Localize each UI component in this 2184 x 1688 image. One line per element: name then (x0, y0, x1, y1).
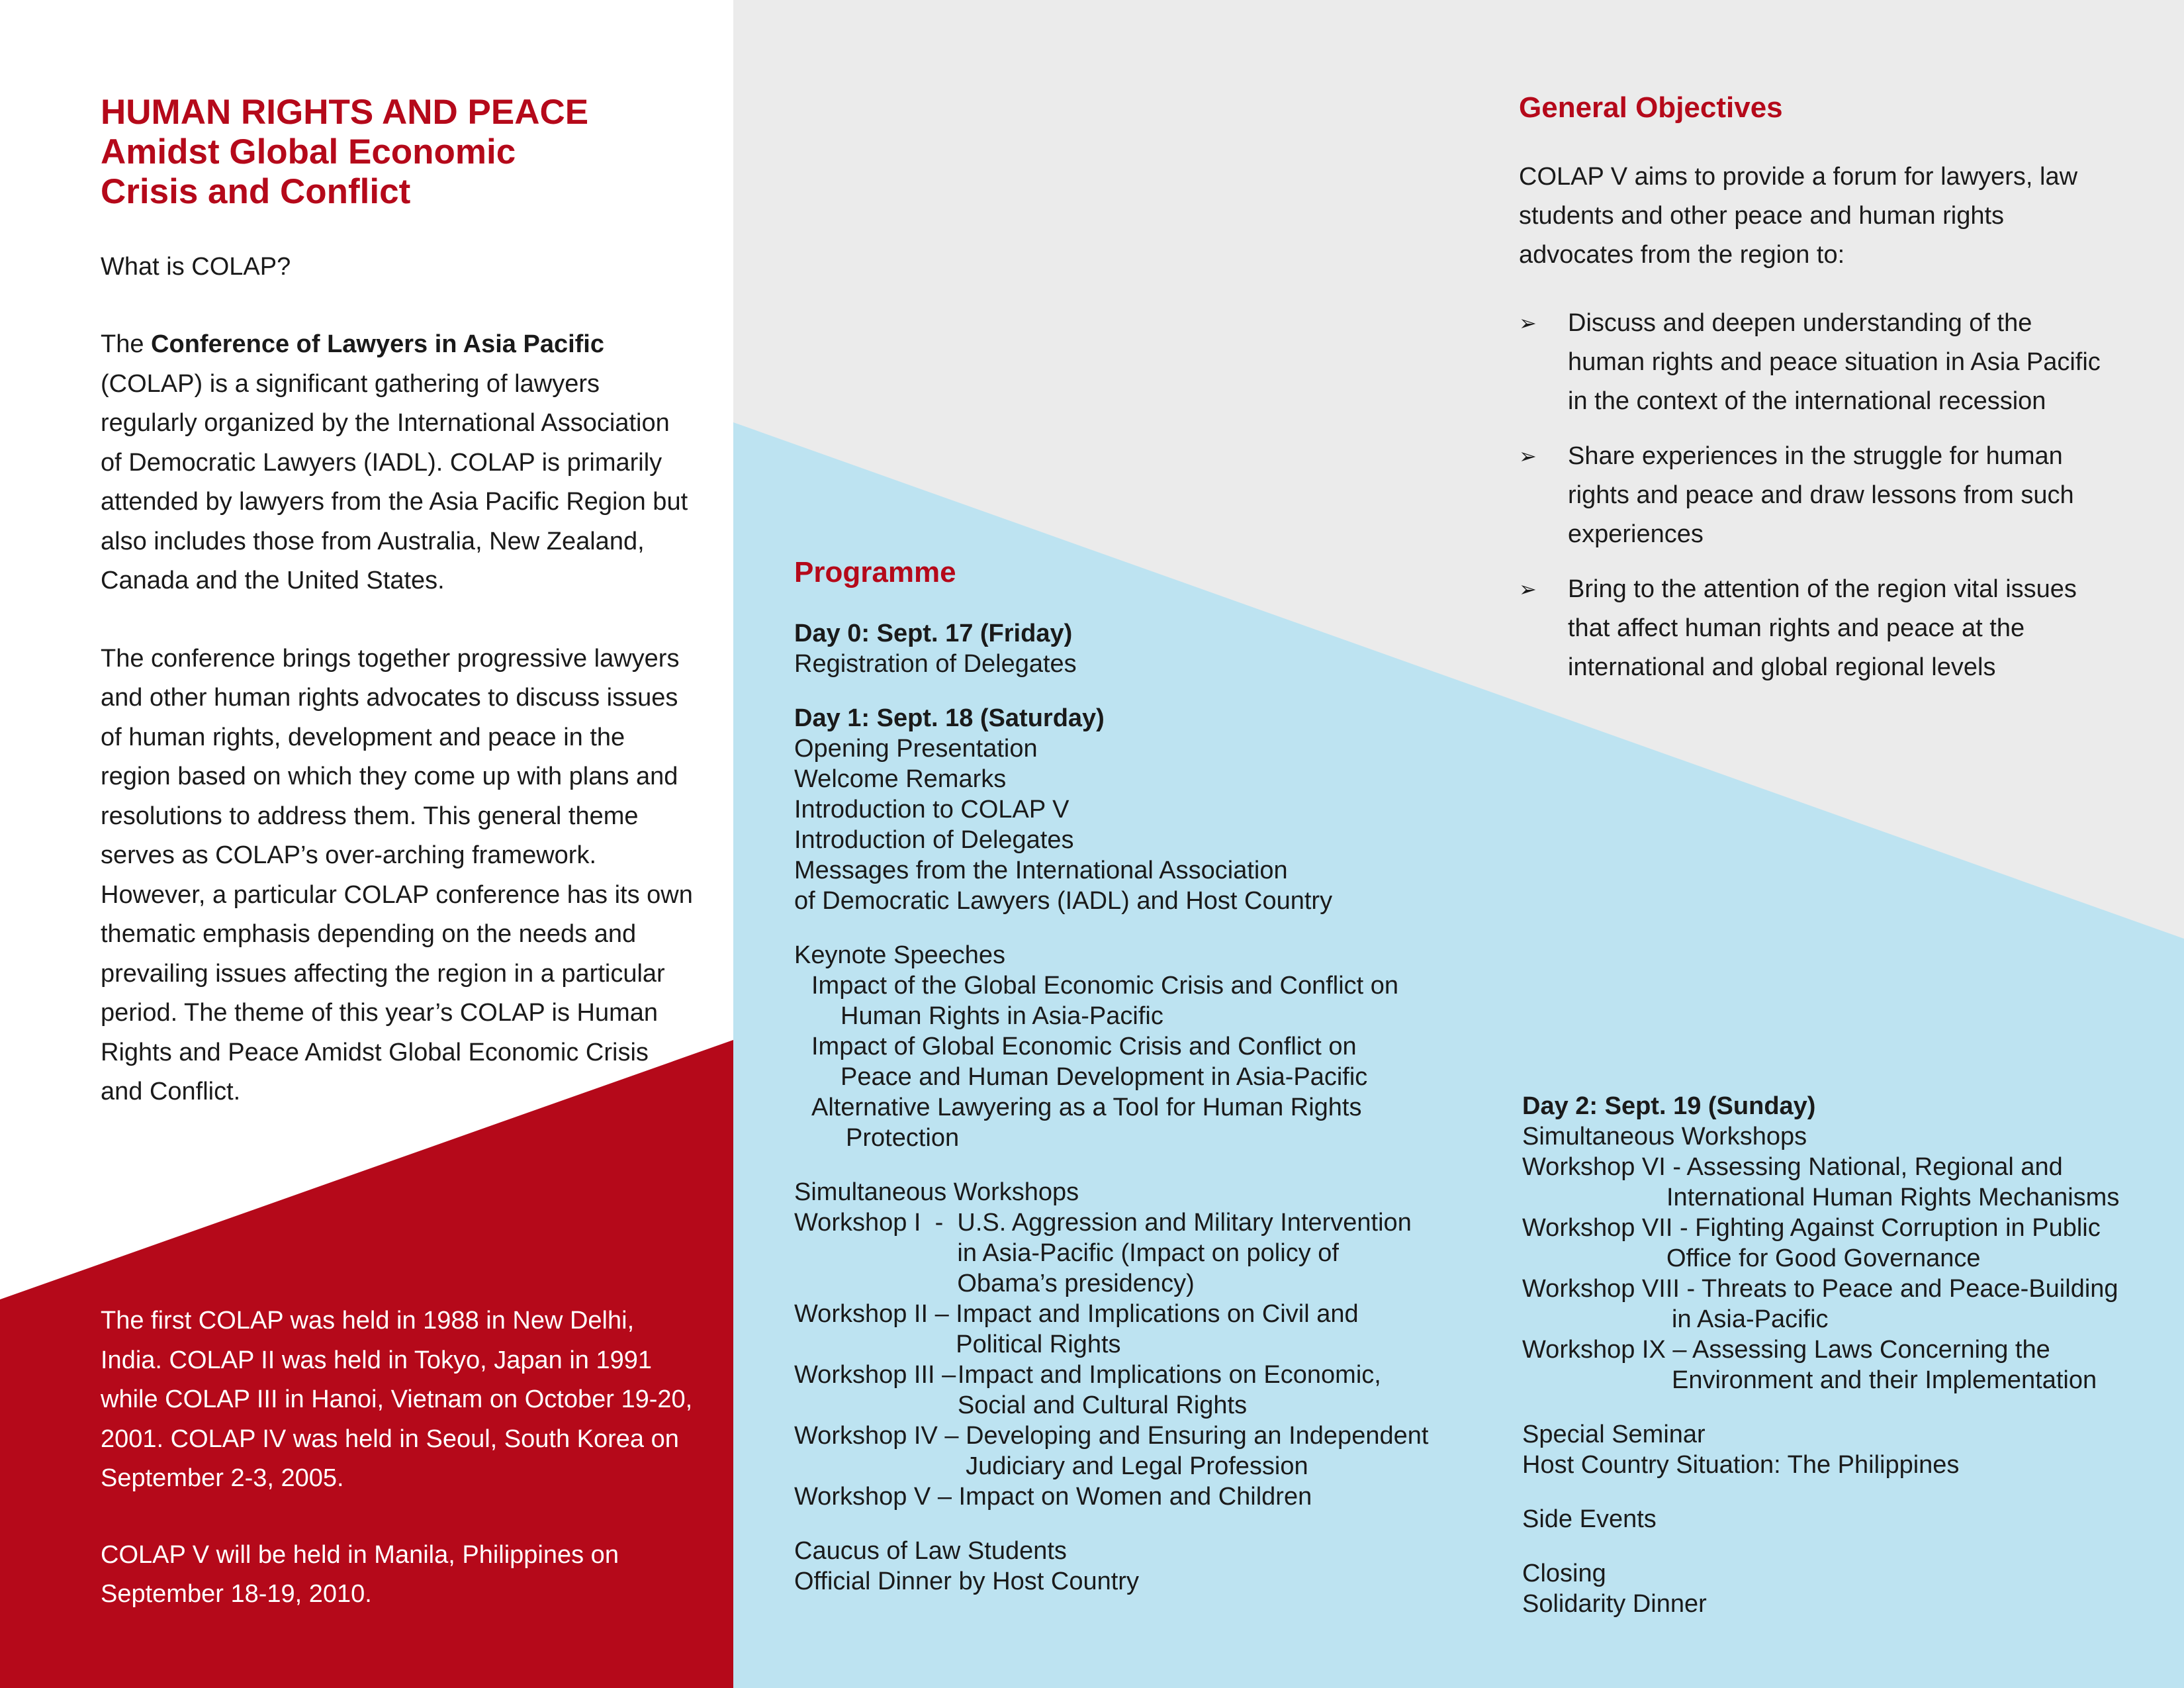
arrow-bullet-icon: ➢ (1519, 444, 1537, 468)
workshop-text-cont: Office for Good Governance (1666, 1244, 1981, 1272)
objectives-section (1519, 91, 2115, 703)
workshops-title: Simultaneous Workshops (794, 1178, 1079, 1206)
keynote-speech: Alternative Lawyering as a Tool for Human Rights (811, 1094, 1362, 1121)
seminar-text: Host Country Situation: The Philippines (1522, 1451, 1960, 1479)
workshop-item (1522, 1152, 2171, 1213)
evening-item: Official Dinner by Host Country (794, 1568, 1139, 1595)
workshop-label: Workshop IV – (794, 1422, 966, 1450)
arrow-bullet-icon: ➢ (1519, 311, 1537, 335)
workshop-text: Political Rights (956, 1331, 1121, 1358)
objectives-heading: General Objectives (1519, 91, 1783, 124)
closing-block (1522, 1558, 2171, 1619)
evening-item: Caucus of Law Students (794, 1537, 1067, 1565)
day1-title: Day 1: Sept. 18 (Saturday) (794, 704, 1105, 732)
programme-heading: Programme (794, 556, 956, 588)
workshop-item (1522, 1213, 2171, 1274)
keynote-speech-cont: Human Rights in Asia-Pacific (841, 1002, 1163, 1030)
colap-full-name: Conference of Lawyers in Asia Pacific (151, 330, 604, 358)
title-line-3: Crisis and Conflict (101, 172, 411, 211)
main-title (101, 93, 696, 212)
day1-item: Introduction to COLAP V (794, 796, 1069, 823)
keynote-block (794, 940, 1482, 1153)
workshop-label: Workshop II – (794, 1300, 956, 1328)
workshop-text: Judiciary and Legal Profession (966, 1452, 1308, 1480)
day1-item: Messages from the International Association (794, 857, 1288, 884)
what-is-colap-question: What is COLAP? (101, 253, 291, 281)
keynote-title: Keynote Speeches (794, 941, 1006, 969)
side-events-block (1522, 1504, 2171, 1534)
objective-item (1519, 437, 2115, 554)
workshop-text: Developing and Ensuring an Independent (966, 1422, 1429, 1450)
workshop-text: Obama’s presidency) (957, 1270, 1195, 1297)
day1-item: Introduction of Delegates (794, 826, 1074, 854)
keynote-speech: Impact of Global Economic Crisis and Conflict on (811, 1033, 1357, 1060)
history-section (101, 1301, 696, 1652)
intro-paragraph-2: The conference brings together progressive lawyers and other human rights advocates to discuss issues of human rights, development and peace in the region based on which they come up with plans and resolutions to address them. This general theme serves as COLAP’s over-arching framework. However, a particular COLAP conference has its own thematic emphasis depending on the needs and prevailing issues affecting the region in a particular period. The theme of this year’s COLAP is Human Rights and Peace Amidst Global Economic Crisis and Conflict. (101, 644, 693, 1105)
workshop-text: in Asia-Pacific (Impact on policy of (957, 1239, 1339, 1267)
workshop-text-cont: International Human Rights Mechanisms (1666, 1184, 2120, 1211)
workshops-block (794, 1177, 1482, 1512)
workshop-text: Workshop VII - Fighting Against Corruption in Public (1522, 1214, 2101, 1242)
day0-item: Registration of Delegates (794, 650, 1077, 678)
solidarity-dinner: Solidarity Dinner (1522, 1590, 1707, 1618)
workshop-text: Workshop VIII - Threats to Peace and Peace-Building (1522, 1275, 2118, 1303)
arrow-bullet-icon: ➢ (1519, 577, 1537, 601)
objective-text: Discuss and deepen understanding of the human rights and peace situation in Asia Pacific in the context of the international recession (1568, 309, 2101, 415)
side-events: Side Events (1522, 1505, 1657, 1533)
workshop-item: Workshop V – Impact on Women and Children (794, 1483, 1312, 1511)
evening-block (794, 1536, 1482, 1597)
objectives-intro: COLAP V aims to provide a forum for lawyers, law students and other peace and human rights advocates from the region to: (1519, 163, 2078, 269)
seminar-block (1522, 1419, 2171, 1480)
objective-text: Share experiences in the struggle for human rights and peace and draw lessons from such experiences (1568, 442, 2074, 548)
closing: Closing (1522, 1560, 1606, 1587)
programme-section (794, 556, 1482, 1620)
objective-item (1519, 570, 2115, 687)
objective-text: Bring to the attention of the region vital issues that affect human rights and peace at the international and global regional levels (1568, 575, 2077, 681)
workshop-item (1522, 1274, 2171, 1335)
workshop-item (794, 1299, 1482, 1360)
objectives-list (1519, 304, 2115, 687)
title-line-2: Amidst Global Economic (101, 132, 516, 171)
day0-block (794, 618, 1482, 679)
day2-subtitle: Simultaneous Workshops (1522, 1123, 1807, 1150)
day0-title: Day 0: Sept. 17 (Friday) (794, 620, 1073, 647)
workshop-item (794, 1360, 1482, 1421)
workshop-text: Workshop VI - Assessing National, Regional and (1522, 1153, 2063, 1181)
day2-workshops-block (1522, 1091, 2171, 1395)
workshop-label: Workshop III – (794, 1361, 963, 1389)
day1-item: Opening Presentation (794, 735, 1038, 763)
day1-block (794, 703, 1482, 916)
keynote-speech-cont: Peace and Human Development in Asia-Pacific (841, 1063, 1368, 1091)
workshop-text-cont: in Asia-Pacific (1672, 1305, 1829, 1333)
objective-item (1519, 304, 2115, 421)
intro-section (101, 93, 696, 1112)
keynote-speech: Impact of the Global Economic Crisis and Conflict on (811, 972, 1399, 1000)
workshop-item (794, 1421, 1482, 1481)
seminar-title: Special Seminar (1522, 1421, 1706, 1448)
workshop-text: Impact and Implications on Economic, (957, 1361, 1381, 1389)
day1-item: Welcome Remarks (794, 765, 1007, 793)
workshop-text: Impact and Implications on Civil and (956, 1300, 1359, 1328)
day2-section (1522, 1091, 2171, 1643)
workshop-text: U.S. Aggression and Military Intervention (957, 1209, 1412, 1237)
title-line-1: HUMAN RIGHTS AND PEACE (101, 93, 589, 132)
workshop-label: Workshop I - (794, 1209, 958, 1237)
workshop-text: Workshop IX – Assessing Laws Concerning the (1522, 1336, 2050, 1364)
workshop-text: Social and Cultural Rights (957, 1391, 1248, 1419)
day1-item: of Democratic Lawyers (IADL) and Host Country (794, 887, 1333, 915)
keynote-speech-cont: Protection (846, 1124, 960, 1152)
day2-title: Day 2: Sept. 19 (Sunday) (1522, 1092, 1816, 1120)
workshop-item (794, 1207, 1482, 1299)
history-paragraph-2: COLAP V will be held in Manila, Philippines on September 18-19, 2010. (101, 1540, 619, 1608)
workshop-item (1522, 1335, 2171, 1395)
history-paragraph-1: The first COLAP was held in 1988 in New Delhi, India. COLAP II was held in Tokyo, Japan in 1991 while COLAP III in Hanoi, Vietnam on October 19-20, 2001. COLAP IV was held in Seoul, South Korea on September 2-3, 2005. (101, 1307, 693, 1492)
intro-paragraph-1: The Conference of Lawyers in Asia Pacific (COLAP) is a significant gathering of lawyers regularly organized by the International Association of Democratic Lawyers (IADL). COLAP is primarily attended by lawyers from the Asia Pacific Region but also includes those from Australia, New Zealand, Canada and the United States. (101, 330, 688, 594)
workshop-text-cont: Environment and their Implementation (1672, 1366, 2097, 1394)
